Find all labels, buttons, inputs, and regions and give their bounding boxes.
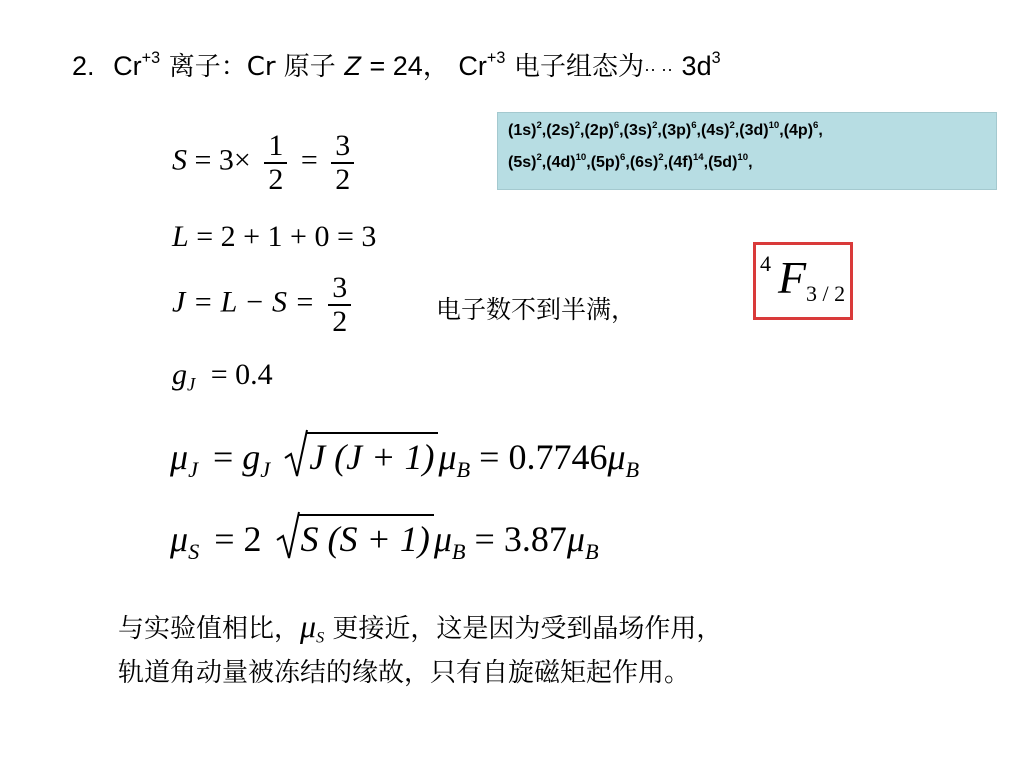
equation-l: L = 2 + 1 + 0 = 3 <box>172 220 377 253</box>
conclusion-line-1: 与实验值相比，$\mu_S$ 更接近，这是因为受到晶场作用， <box>118 608 723 647</box>
term-multiplicity: 4 <box>760 251 771 276</box>
term-letter: F <box>778 252 807 303</box>
orbital-l1-7: $,(4p)^6$ <box>779 119 819 139</box>
orbital-l1-2: $,(2p)^6$ <box>580 119 620 139</box>
orbital-l2-0: $(5s)^2$ <box>508 151 542 171</box>
orbital-l2-1: $,(4d)^{10}$ <box>541 151 587 171</box>
heading-ion: $Cr^{+3}$ <box>113 48 161 81</box>
heading-z-var: Z <box>344 51 361 81</box>
electron-config-box <box>497 112 997 190</box>
orbital-l1-1: $,(2s)^2$ <box>541 119 581 139</box>
heading-number: 2. <box>72 51 95 81</box>
heading-text1: 离子：Cr 原子 <box>168 52 336 82</box>
orbital-l2-4: $,(4f)^{14}$ <box>663 151 704 171</box>
orbital-l2-6: , <box>748 154 753 171</box>
fraction-one-half: $\frac{1}{2}$ <box>264 130 287 195</box>
orbital-l2-5: $,(5d)^{10}$ <box>703 151 749 171</box>
sqrt-j: J (J + 1) <box>283 432 438 478</box>
heading-dots: ·· ·· <box>643 59 673 79</box>
page-heading <box>72 44 721 83</box>
equation-mu-s: $\mu_S = 2$ S (S + 1) $\mu_B = 3.87\mu_B$ <box>170 514 599 560</box>
config-line-2 <box>508 147 986 179</box>
equation-g: $g_J = 0.4$ <box>172 358 273 396</box>
conclusion <box>118 604 998 695</box>
equation-j: J = L − S = $\frac{3}{2}$ <box>172 272 357 337</box>
equation-mu-j: $\mu_J = g_J$ J (J + 1) $\mu_B = 0.7746\mu_B$ <box>170 432 639 478</box>
fraction-j: $\frac{3}{2}$ <box>328 272 351 337</box>
note-less-than-half-filled: 电子数不到半满， <box>436 295 637 324</box>
orbital-l2-3: $,(6s)^2$ <box>625 151 664 171</box>
orbital-l2-2: $,(5p)^6$ <box>586 151 626 171</box>
fraction-three-halves: $\frac{3}{2}$ <box>331 130 354 195</box>
equation-s: S = 3× $\frac{1}{2}$ = $\frac{3}{2}$ <box>172 130 360 195</box>
config-line-1 <box>508 115 986 147</box>
heading-ion2: $Cr^{+3}$ <box>458 48 506 81</box>
heading-text2: 电子组态为 <box>513 52 644 82</box>
heading-z-val: = 24， <box>369 51 450 81</box>
orbital-l1-0: $(1s)^2$ <box>508 119 542 139</box>
orbital-l1-6: $,(3d)^{10}$ <box>734 119 780 139</box>
orbital-l1-3: $,(3s)^2$ <box>619 119 658 139</box>
orbital-l1-4: $,(3p)^6$ <box>657 119 697 139</box>
orbital-l1-5: $,(4s)^2$ <box>696 119 735 139</box>
term-subscript: 3 / 2 <box>806 281 846 306</box>
term-symbol-box <box>753 242 853 320</box>
sqrt-s: S (S + 1) <box>275 514 434 560</box>
conclusion-line-2: 轨道角动量被冻结的缘故，只有自旋磁矩起作用。 <box>118 658 691 688</box>
heading-config: $3d^3$ <box>681 48 721 81</box>
orbital-l1-8: , <box>818 122 823 139</box>
